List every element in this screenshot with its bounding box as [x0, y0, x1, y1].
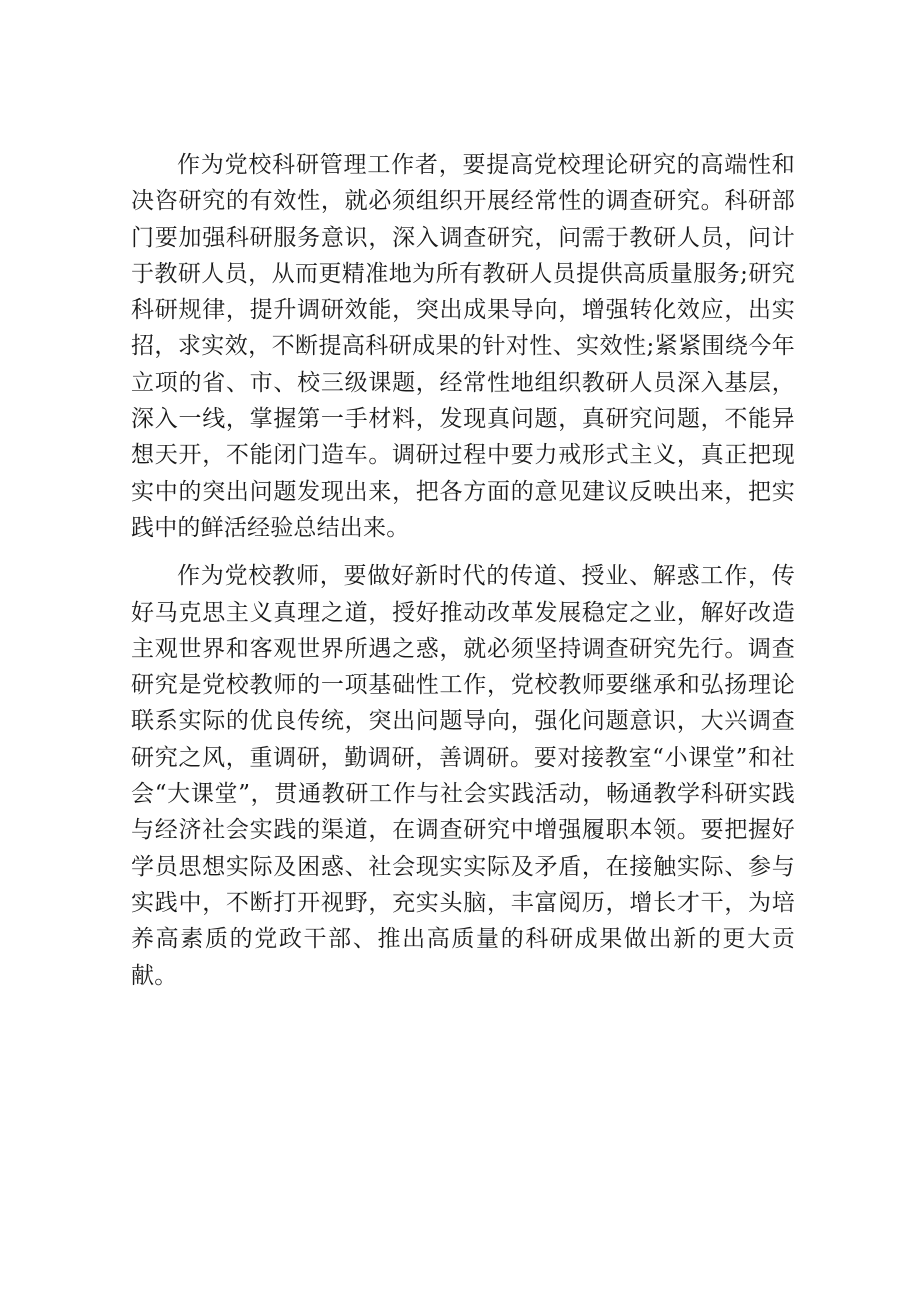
document-body	[131, 147, 795, 994]
paragraph-party-school-teachers: 作为党校教师，要做好新时代的传道、授业、解惑工作，传好马克思主义真理之道，授好推动改革发展稳定之业，解好改造主观世界和客观世界所遇之惑，就必须坚持调查研究先行。调查研究是党校教师的一项基础性工作，党校教师要继承和弘扬理论联系实际的优良传统，突出问题导向，强化问题意识，大兴调查研究之风，重调研，勤调研，善调研。要对接教室“小课堂”和社会“大课堂”，贯通教研工作与社会实践活动，畅通教学科研实践与经济社会实践的渠道，在调查研究中增强履职本领。要把握好学员思想实际及困惑、社会现实实际及矛盾，在接触实际、参与实践中，不断打开视野，充实头脑，丰富阅历，增长才干，为培养高素质的党政干部、推出高质量的科研成果做出新的更大贡献。	[131, 563, 795, 989]
paragraph-research-management: 作为党校科研管理工作者，要提高党校理论研究的高端性和决咨研究的有效性，就必须组织开展经常性的调查研究。科研部门要加强科研服务意识，深入调查研究，问需于教研人员，问计于教研人员，从而更精准地为所有教研人员提供高质量服务;研究科研规律，提升调研效能，突出成果导向，增强转化效应，出实招，求实效，不断提高科研成果的针对性、实效性;紧紧围绕今年立项的省、市、校三级课题，经常性地组织教研人员深入基层，深入一线，掌握第一手材料，发现真问题，真研究问题，不能异想天开，不能闭门造车。调研过程中要力戒形式主义，真正把现实中的突出问题发现出来，把各方面的意见建议反映出来，把实践中的鲜活经验总结出来。	[131, 152, 795, 541]
